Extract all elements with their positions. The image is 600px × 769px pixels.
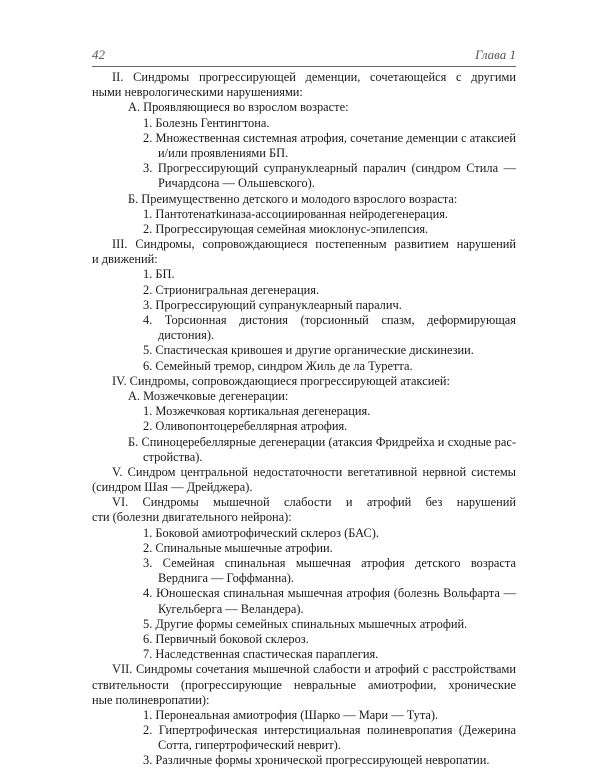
page-body bbox=[92, 70, 516, 769]
running-header bbox=[92, 47, 516, 65]
text-line: 4. Торсионная дистония (торсионный спазм, деформирующая bbox=[143, 313, 516, 327]
text-line: 2. Прогрессирующая семейная миоклонус-эпилепсия. bbox=[143, 221, 429, 236]
text-line: ными неврологическими нарушениями: bbox=[92, 85, 303, 100]
text-line: Сотта, гипертрофический неврит). bbox=[158, 738, 341, 753]
text-line: А. Мозжечковые дегенерации: bbox=[128, 388, 289, 403]
text-line: VII. Синдромы сочетания мышечной слабости и атрофий с расстройствами bbox=[112, 662, 516, 677]
header-rule bbox=[92, 66, 516, 67]
text-line: 3. Прогрессирующий супрануклеарный паралич (синдром Стила — bbox=[143, 161, 516, 176]
text-line: Б. Спиноцеребеллярные дегенерации (атаксия Фридрейха и сходные рас- bbox=[128, 434, 516, 449]
text-line: Кугельберга — Веландера). bbox=[158, 601, 304, 616]
text-line: III. Синдромы, сопровождающиеся постепенным развитием нарушений bbox=[112, 237, 516, 252]
text-line: и/или проявлениями БП. bbox=[158, 145, 289, 160]
text-line: 7. Наследственная спастическая параплегия. bbox=[143, 647, 379, 662]
text-line: 2. Стрионигральная дегенерация. bbox=[143, 282, 320, 297]
text-line: 1. Пантотенатkиназа-ассоциированная нейродегенерация. bbox=[143, 206, 448, 221]
text-line: (синдром Шая — Дрейджера). bbox=[92, 480, 253, 495]
text-line: ные полиневропатии): bbox=[92, 692, 210, 707]
text-line: II. Синдромы прогрессирующей деменции, сочетающейся с другими bbox=[112, 70, 516, 84]
text-line: 1. Болезнь Гентингтона. bbox=[143, 115, 270, 130]
text-line: 3. Различные формы хронической прогрессирующей невропатии. bbox=[143, 753, 490, 768]
text-line: Ричардсона — Ольшевского). bbox=[158, 176, 315, 191]
text-line: IV. Синдромы, сопровождающиеся прогрессирующей атаксией: bbox=[112, 373, 450, 388]
text-line: и движений: bbox=[92, 252, 158, 267]
text-line: 1. Боковой амиотрофический склероз (БАС). bbox=[143, 525, 379, 540]
text-line: 5. Спастическая кривошея и другие органические дискинезии. bbox=[143, 343, 474, 358]
text-line: 2. Множественная системная атрофия, сочетание деменции с атаксией bbox=[143, 130, 516, 145]
text-line: Верднига — Гоффманна). bbox=[158, 571, 295, 586]
text-line: 1. Мозжечковая кортикальная дегенерация. bbox=[143, 404, 371, 419]
text-line: 1. Перонеальная амиотрофия (Шарко — Мари — Тута). bbox=[143, 707, 439, 722]
text-line: 2. Гипертрофическая интерстициальная полиневропатия (Дежерина bbox=[143, 723, 516, 738]
text-line: 4. Юношеская спинальная мышечная атрофия (болезнь Вольфарта — bbox=[143, 586, 516, 601]
text-line: А. Проявляющиеся во взрослом возрасте: bbox=[128, 100, 349, 115]
text-line: V. Синдром центральной недостаточности вегетативной нервной системы bbox=[112, 464, 516, 479]
text-line: сти (болезни двигательного нейрона): bbox=[92, 510, 292, 525]
text-line: 3. Прогрессирующий супрануклеарный паралич. bbox=[143, 297, 402, 312]
text-line: 2. Спинальные мышечные атрофии. bbox=[143, 540, 333, 555]
text-line: 5. Другие формы семейных спинальных мышечных атрофий. bbox=[143, 616, 468, 631]
text-line: VI. Синдромы мышечной слабости и атрофий без нарушений bbox=[112, 495, 516, 510]
text-line: дистония). bbox=[158, 328, 215, 343]
text-line: 3. Семейная спинальная мышечная атрофия детского возраста bbox=[143, 556, 516, 570]
chapter-title: Глава 1 bbox=[475, 47, 516, 62]
text-line: 1. БП. bbox=[143, 267, 175, 282]
text-line: 2. Оливопонтоцеребеллярная атрофия. bbox=[143, 419, 348, 434]
text-line: Б. Преимущественно детского и молодого взрослого возраста: bbox=[128, 191, 458, 206]
text-line: 6. Первичный боковой склероз. bbox=[143, 631, 309, 646]
text-line: 6. Семейный тремор, синдром Жиль де ла Туретта. bbox=[143, 358, 413, 373]
text-line: ствительности (прогрессирующие невральные амиотрофии, хронические bbox=[92, 677, 516, 692]
page-number: 42 bbox=[92, 47, 105, 62]
text-line: стройства). bbox=[143, 449, 203, 464]
